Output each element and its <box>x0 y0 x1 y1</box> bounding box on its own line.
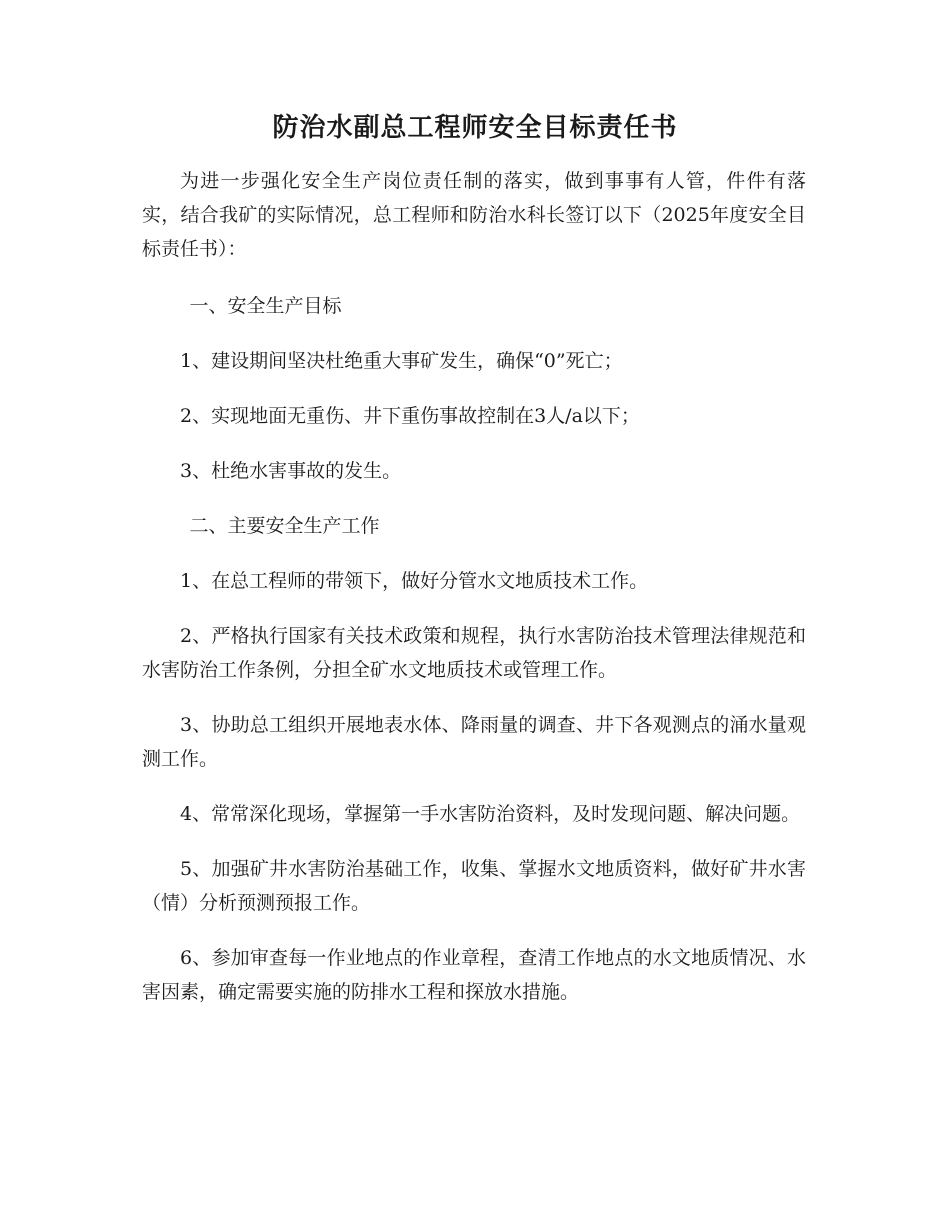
work-item: 4、常常深化现场，掌握第一手水害防治资料，及时发现问题、解决问题。 <box>180 803 801 825</box>
document-title: 防治水副总工程师安全目标责任书 <box>272 113 678 143</box>
work-item: 5、加强矿井水害防治基础工作，收集、掌握水文地质资料，做好矿井水害（情）分析预测预报工作。 <box>142 858 806 914</box>
document-body <box>142 164 806 1009</box>
goal-item: 2、实现地面无重伤、井下重伤事故控制在3人/a以下； <box>180 405 640 427</box>
section-heading-work: 二、主要安全生产工作 <box>189 515 380 537</box>
work-item: 6、参加审查每一作业地点的作业章程，查清工作地点的水文地质情况、水害因素，确定需要实施的防排水工程和探放水措施。 <box>142 947 806 1003</box>
section-heading-goals: 一、安全生产目标 <box>189 295 342 317</box>
work-item: 3、协助总工组织开展地表水体、降雨量的调查、井下各观测点的涌水量观测工作。 <box>142 714 806 770</box>
work-item: 2、严格执行国家有关技术政策和规程，执行水害防治技术管理法律规范和水害防治工作条例，分担全矿水文地质技术或管理工作。 <box>142 625 806 681</box>
work-item: 1、在总工程师的带领下，做好分管水文地质技术工作。 <box>180 570 649 592</box>
goal-item: 1、建设期间坚决杜绝重大事矿发生，确保“0”死亡； <box>180 350 623 372</box>
intro-paragraph: 为进一步强化安全生产岗位责任制的落实，做到事事有人管，件件有落实，结合我矿的实际情况，总工程师和防治水科长签订以下（2025年度安全目标责任书）： <box>142 170 806 260</box>
goal-item: 3、杜绝水害事故的发生。 <box>180 460 402 482</box>
